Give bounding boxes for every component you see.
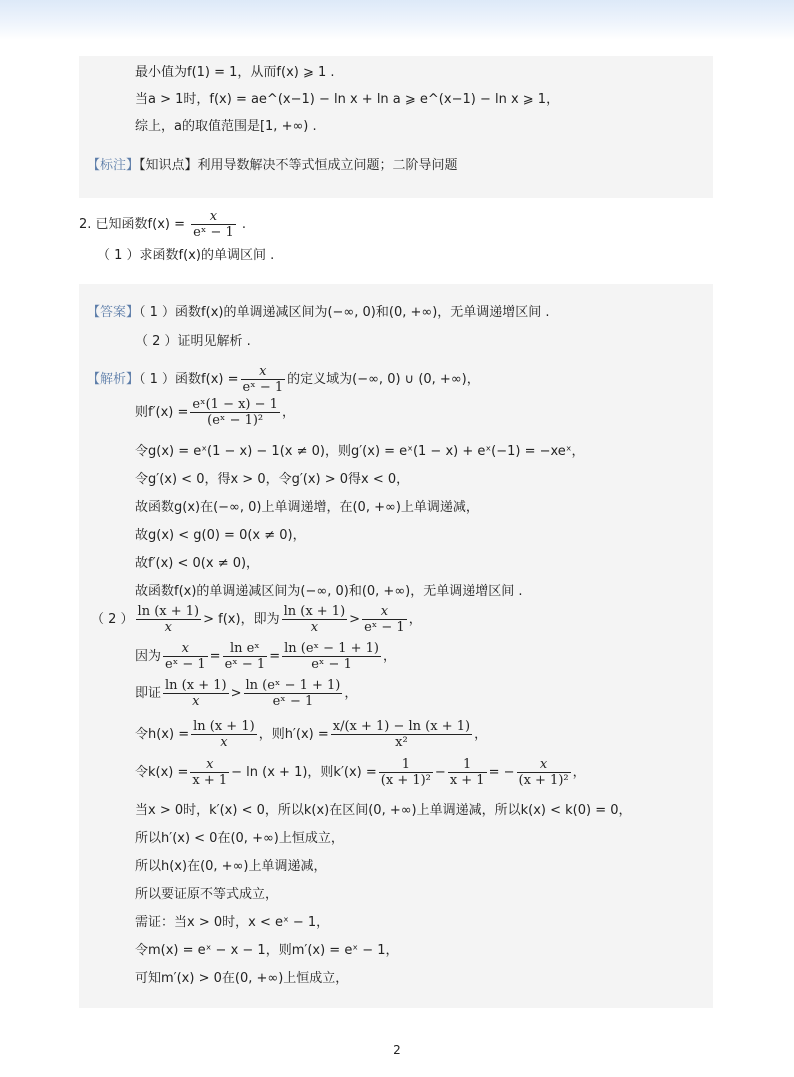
analysis-row: 令g′(x) < 0，得x > 0，令g′(x) > 0得x < 0， xyxy=(135,472,410,487)
solution-line: 当a > 1时，f(x) = ae^(x−1) − ln x + ln a ⩾ e^(x−1) − ln x ⩾ 1， xyxy=(135,92,560,107)
analysis-row: 令g(x) = eˣ(1 − x) − 1(x ≠ 0)，则g′(x) = eˣ(1 − x) + eˣ(−1) = −xeˣ， xyxy=(135,444,585,459)
analysis-row: 所以h(x)在(0, +∞)上单调递减， xyxy=(135,859,327,874)
analysis-row: 【解析】（ 1 ）函数f(x) = $\frac{x}{\text{eˣ − 1}}$ 的定义域为(−∞, 0) ∪ (0, +∞)， xyxy=(87,364,480,395)
analysis-label: 【解析】 xyxy=(87,372,140,387)
fraction: $\frac{x}{\text{eˣ − 1}}$ xyxy=(165,641,206,672)
answer-label: 【答案】 xyxy=(87,305,140,320)
analysis-row: 则f′(x) = $\frac{\text{eˣ(1 − x) − 1}}{\text{(eˣ − 1)²}}$ ， xyxy=(135,397,295,428)
question-stem: 2. 已知函数f(x) = $\frac{x}{\text{eˣ − 1}}$ . xyxy=(79,209,247,240)
analysis-row: 故函数g(x)在(−∞, 0)上单调递增，在(0, +∞)上单调递减， xyxy=(135,500,479,515)
note-text: 【知识点】利用导数解决不等式恒成立问题；二阶导问题 xyxy=(139,158,458,173)
fraction: $\frac{x}{\text{(x + 1)²}}$ xyxy=(518,757,569,788)
analysis-row: 故g(x) < g(0) = 0(x ≠ 0)， xyxy=(135,528,306,543)
fraction: $\frac{x/(x + 1) - \ln (x + 1)}{\text{x²}}$ xyxy=(332,719,471,750)
previous-solution-box xyxy=(79,56,713,198)
analysis-row: 可知m′(x) > 0在(0, +∞)上恒成立， xyxy=(135,971,349,986)
analysis-row: 故f′(x) < 0(x ≠ 0)， xyxy=(135,556,260,571)
fraction: $\frac{\ln (x + 1)}{x}$ xyxy=(165,678,227,709)
fraction: $\frac{\ln (x + 1)}{x}$ xyxy=(137,604,200,635)
solution-line: 综上，a的取值范围是[1, +∞) . xyxy=(135,119,317,134)
fraction: $\frac{\text{ln (eˣ − 1 + 1)}}{\text{eˣ − 1}}$ xyxy=(245,678,341,709)
page-header-band xyxy=(0,0,794,40)
note-row xyxy=(87,157,458,175)
fraction: $\frac{1}{x + 1}$ xyxy=(449,757,485,788)
fraction: $\frac{x}{\text{eˣ − 1}}$ xyxy=(364,604,405,635)
analysis-row: 令m(x) = eˣ − x − 1，则m′(x) = eˣ − 1， xyxy=(135,943,399,958)
analysis-row: 故函数f(x)的单调递减区间为(−∞, 0)和(0, +∞)，无单调递增区间 . xyxy=(135,584,523,599)
fraction: $\frac{x}{x + 1}$ xyxy=(192,757,228,788)
analysis-row: 所以要证原不等式成立， xyxy=(135,887,279,902)
analysis-row: 令k(x) = $\frac{x}{x + 1}$ − ln (x + 1)，则k′(x) = $\frac{1}{\text{(x + 1)²}}$ − $\frac{1}{x + 1}$ = − $\frac{x}{\text{(x + 1)²}}$ ， xyxy=(135,757,586,788)
analysis-row: 需证：当x > 0时，x < eˣ − 1， xyxy=(135,915,330,930)
page-number: 2 xyxy=(393,1043,401,1057)
analysis-row: 所以h′(x) < 0在(0, +∞)上恒成立， xyxy=(135,831,344,846)
analysis-row: 因为 $\frac{x}{\text{eˣ − 1}}$ = $\frac{\text{ln eˣ}}{\text{eˣ − 1}}$ = $\frac{\text{ln (eˣ − 1 + 1)}}{\text{eˣ − 1}}$ ， xyxy=(135,641,396,672)
question-part: （ 1 ）求函数f(x)的单调区间 . xyxy=(97,248,275,263)
fraction: $\frac{\text{eˣ(1 − x) − 1}}{\text{(eˣ − 1)²}}$ xyxy=(192,397,278,428)
fraction: $\frac{\ln (x + 1)}{x}$ xyxy=(283,604,346,635)
fraction: $\frac{x}{\text{eˣ − 1}}$ xyxy=(242,364,284,395)
analysis-row: 当x > 0时，k′(x) < 0，所以k(x)在区间(0, +∞)上单调递减，所以k(x) < k(0) = 0， xyxy=(135,803,632,818)
solution-line: 最小值为f(1) = 1，从而f(x) ⩾ 1 . xyxy=(135,65,335,80)
question-number: 2. xyxy=(79,217,92,232)
fraction: $\frac{1}{\text{(x + 1)²}}$ xyxy=(380,757,431,788)
answer-row: （ 2 ）证明见解析 . xyxy=(135,334,251,349)
answer-row: 【答案】（ 1 ）函数f(x)的单调递减区间为(−∞, 0)和(0, +∞)，无单调递增区间 . xyxy=(87,305,550,320)
fraction: $\frac{\text{ln (eˣ − 1 + 1)}}{\text{eˣ − 1}}$ xyxy=(284,641,379,672)
fraction: $\frac{x}{\text{eˣ − 1}}$ xyxy=(193,209,234,240)
solution-box xyxy=(79,284,713,1008)
fraction: $\frac{\text{ln eˣ}}{\text{eˣ − 1}}$ xyxy=(224,641,266,672)
analysis-row: 即证 $\frac{\ln (x + 1)}{x}$ > $\frac{\text{ln (eˣ − 1 + 1)}}{\text{eˣ − 1}}$ ， xyxy=(135,678,358,709)
fraction: $\frac{\ln (x + 1)}{x}$ xyxy=(193,719,255,750)
note-label: 【标注】 xyxy=(87,158,140,173)
analysis-row: （ 2 ） $\frac{\ln (x + 1)}{x}$ > f(x)，即为 $\frac{\ln (x + 1)}{x}$ > $\frac{x}{\text{eˣ − 1}}$ ， xyxy=(91,604,422,635)
analysis-row: 令h(x) = $\frac{\ln (x + 1)}{x}$ ，则h′(x) = $\frac{x/(x + 1) - \ln (x + 1)}{\text{x²}}$ ， xyxy=(135,719,488,750)
